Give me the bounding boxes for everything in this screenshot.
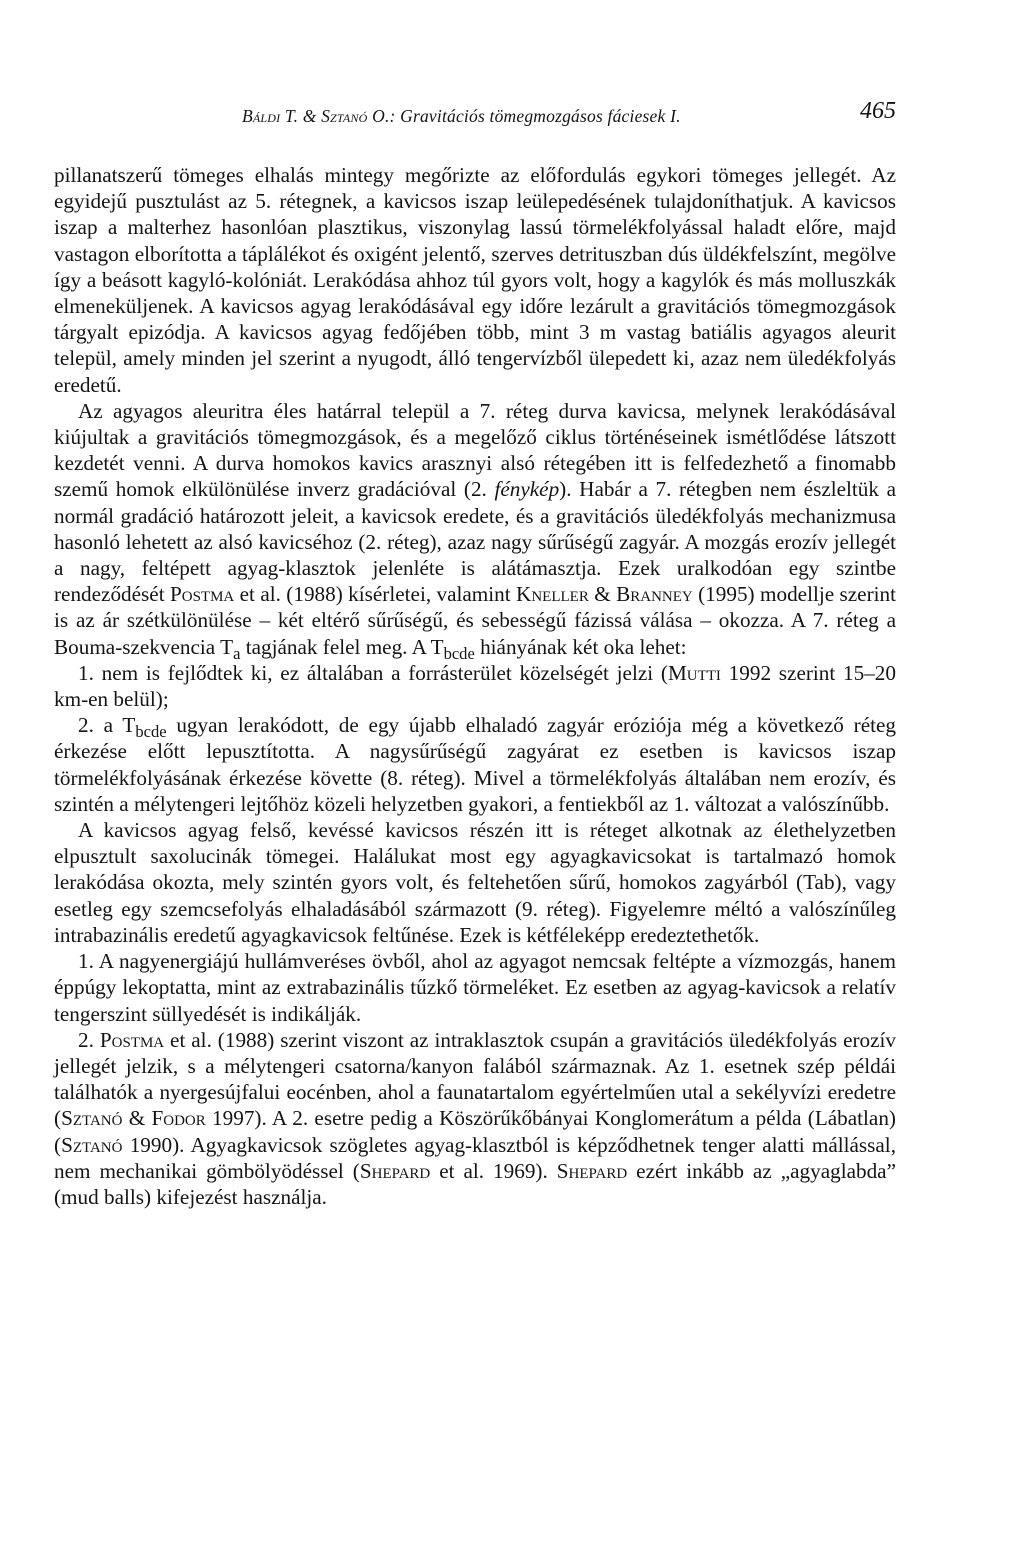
running-head: Báldi T. & Sztanó O.: Gravitációs tömegmozgásos fáciesek I. — [242, 106, 681, 126]
paragraph: A kavicsos agyag felső, kevéssé kavicsos részén itt is réteget alkotnak az élethelyzetben elpusztult saxolucinák tömegei. Halálukat most egy agyagkavicsokat is tartalmazó homok lerakódása okozta, mely szintén gyors volt, és feltehetően sűrű, homokos zagyárból (Tab), vagy esetleg egy szemcsefolyás elhaladásából származott (9. réteg). Figyelemre méltó a valószínűleg intrabazinális eredetű agyagkavicsok feltűnése. Ezek is kétféleképp eredeztethetők. — [54, 818, 896, 947]
body-text — [54, 162, 896, 1210]
paragraph: Az agyagos aleuritra éles határral települ a 7. réteg durva kavicsa, melynek lerakódásával kiújultak a gravitációs tömegmozgások, és a megelőző ciklus történéseinek ismétlődése látszott kezdetét venni. A durva homokos kavics arasznyi alsó rétegében itt is felfedezhető a finomabb szemű homok elkülönülése inverz gradációval (2. fénykép). Habár a 7. rétegben nem észleltük a normál gradáció határozott jeleit, a kavicsok eredete, és a gravitációs üledékfolyás mechanizmusa hasonló lehetett az alsó kavicséhoz (2. réteg), azaz nagy sűrűségű zagyár. A mozgás erozív jellegét a nagy, feltépett agyag-klasztok jelenléte is alátámasztja. Ezek uralkodóan egy szintbe rendeződését Postma et al. (1988) kísérletei, valamint Kneller & Branney (1995) modellje szerint is az ár szétkülönülése – két eltérő sűrűségű, és sebességű fázissá válása – okozza. A 7. réteg a Bouma-szekvencia $T_a$ tagjának felel meg. A $T_{bcde}$ hiányának két oka lehet: — [54, 398, 896, 663]
paragraph: 1. nem is fejlődtek ki, ez általában a forrásterület közelségét jelzi (Mutti 1992 szerint 15–20 km-en belül); — [54, 660, 896, 712]
paragraph: pillanatszerű tömeges elhalás mintegy megőrizte az előfordulás egykori tömeges jellegét. Az egyidejű pusztulást az 5. rétegnek, a kavicsos iszap leülepedésének tulajdoníthatjuk. A kavicsos iszap a malterhez hasonlóan plasztikus, viszonylag lassú törmelékfolyással haladt előre, majd vastagon elborította a táplálékot és oxigént jelentő, szerves detrituszban dús üldékfelszínt, megölve így a beásott kagyló-kolóniát. Lerakódása ahhoz túl gyors volt, hogy a kagylók és más molluszkák elmeneküljenek. A kavicsos agyag lerakódásával egy időre lezárult a gravitációs tömegmozgások tárgyalt epizódja. A kavicsos agyag fedőjében több, mint 3 m vastag batiális agyagos aleurit települ, amely minden jel szerint a nyugodt, álló tengervízből ülepedett ki, azaz nem üledékfolyás eredetű. — [54, 163, 896, 397]
page-header — [54, 98, 896, 132]
document-page — [54, 98, 896, 1210]
paragraph: 2. a $T_{bcde}$ ugyan lerakódott, de egy újabb elhaladó zagyár eróziója még a következő réteg érkezése előtt lepusztította. A nagysűrűségű zagyárat ez esetben is kavicsos iszap törmelékfolyásának érkezése követte (8. réteg). Mivel a törmelékfolyás általában nem erozív, és szintén a mélytengeri lejtőhöz közeli helyzetben gyakori, a fentiekből az 1. változat a valószínűbb. — [54, 713, 896, 816]
paragraph: 1. A nagyenergiájú hullámveréses övből, ahol az agyagot nemcsak feltépte a vízmozgás, hanem éppúgy lekoptatta, mint az extrabazinális tűzkő törmeléket. Ez esetben az agyag-kavicsok a relatív tengerszint süllyedését is indikálják. — [54, 949, 896, 1026]
page-number: 465 — [860, 98, 896, 124]
paragraph: 2. Postma et al. (1988) szerint viszont az intraklasztok csupán a gravitációs üledékfolyás erozív jellegét jelzik, s a mélytengeri csatorna/kanyon falából származnak. Az 1. esetnek szép példái találhatók a nyergesújfalui eocénben, ahol a faunatartalom egyértelműen utal a sekélyvízi eredetre (Sztanó & Fodor 1997). A 2. esetre pedig a Köszörűkőbányai Konglomerátum a példa (Lábatlan) (Sztanó 1990). Agyagkavicsok szögletes agyag-klasztból is képződhetnek tenger alatti mállással, nem mechanikai gömbölyödéssel (Shepard et al. 1969). Shepard ezért inkább az „agyaglabda” (mud balls) kifejezést használja. — [54, 1027, 897, 1209]
